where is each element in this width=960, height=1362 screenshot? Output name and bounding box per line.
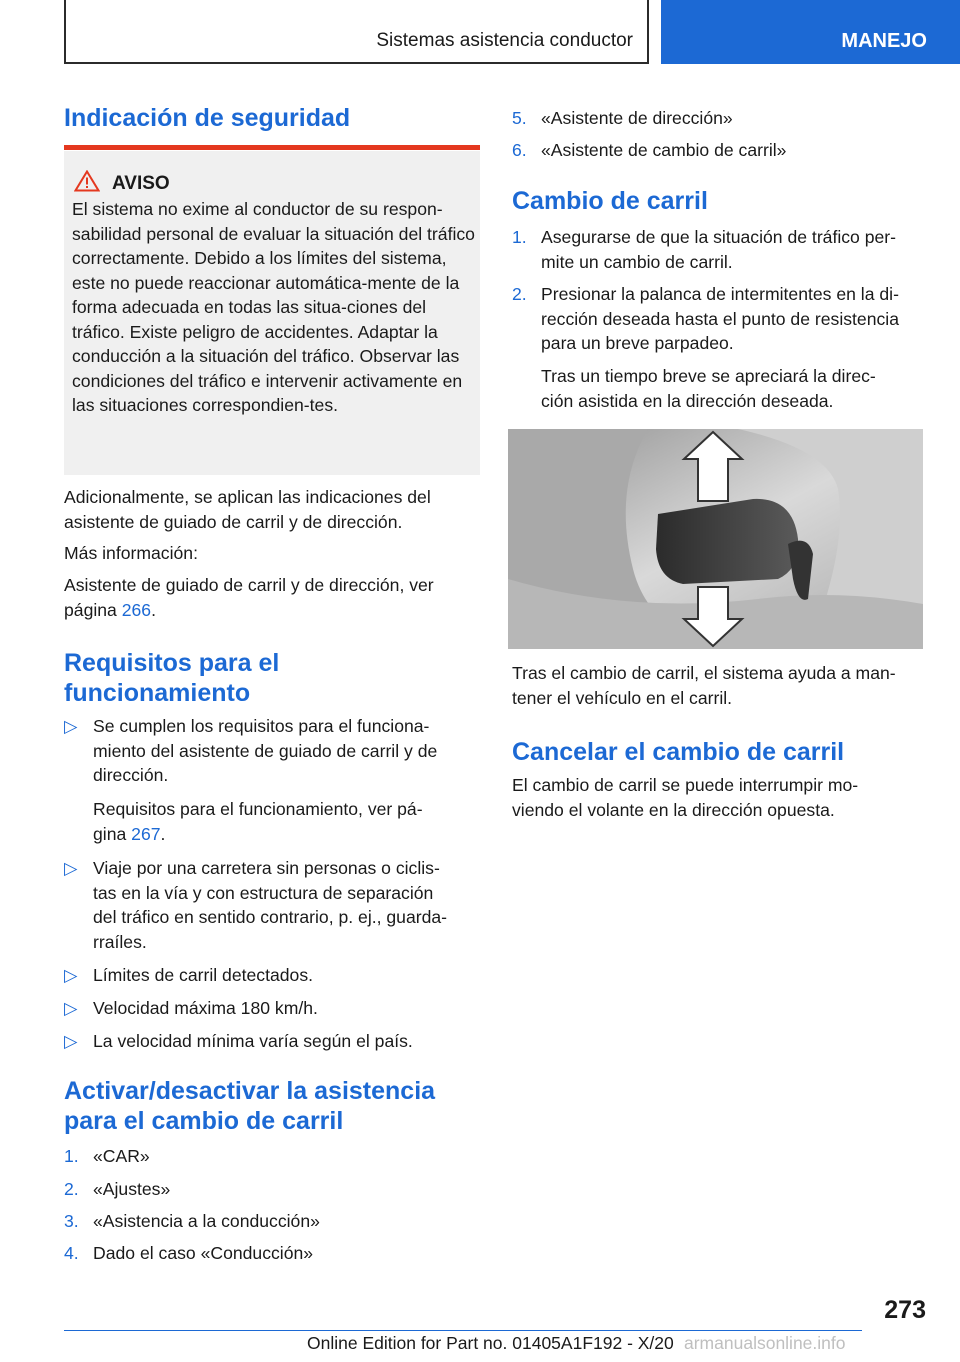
step-text: «Asistencia a la conducción» <box>93 1211 320 1231</box>
punctuation: . <box>160 823 166 844</box>
requirements-title <box>64 648 279 708</box>
paragraph <box>64 573 464 622</box>
warning-heading <box>88 173 170 195</box>
list-item-line: tas en la vía y con estructura de separación <box>93 882 434 903</box>
paragraph-line: viendo el volante en la dirección opuesta. <box>512 799 835 820</box>
turn-signal-lever-image <box>508 429 923 649</box>
list-item-text: La velocidad mínima varía según el país. <box>93 1031 413 1051</box>
triangle-bullet-icon: ▷ <box>64 998 78 1018</box>
step-note <box>541 364 926 413</box>
triangle-bullet-icon: ▷ <box>64 1031 78 1051</box>
list-item-line: Viaje por una carretera sin personas o ciclis- <box>93 858 440 878</box>
header-section-box <box>64 0 649 64</box>
list-sub-paragraph <box>93 797 473 846</box>
step-line: Asegurarse de que la situación de tráfico per- <box>541 227 897 247</box>
watermark: armanualsonline.info <box>684 1333 846 1353</box>
paragraph: Más información: <box>64 543 198 563</box>
page-link[interactable]: 266 <box>121 599 152 620</box>
step-line: mite un cambio de carril. <box>541 251 733 272</box>
paragraph <box>512 773 926 822</box>
step-number: 6. <box>512 140 527 160</box>
warning-box <box>64 151 480 475</box>
step-line: Presionar la palanca de intermitentes en la di- <box>541 284 899 304</box>
paragraph <box>512 661 926 710</box>
paragraph: Adicionalmente, se aplican las indicaciones del asistente de guiado de carril y de dirección. <box>64 487 431 532</box>
header-tab-label: MANEJO <box>841 30 927 52</box>
warning-label: AVISO <box>112 173 170 194</box>
step-text: Dado el caso «Conducción» <box>93 1243 314 1263</box>
step-number: 2. <box>64 1179 79 1199</box>
step-line: para un breve parpadeo. <box>541 333 734 353</box>
step-text: «Asistente de dirección» <box>541 108 733 128</box>
activate-title-line2: para el cambio de carril <box>64 1107 344 1135</box>
paragraph-text: Asistente de guiado de carril y de dirección, ver página <box>64 575 434 620</box>
step-number: 5. <box>512 108 527 128</box>
page-link[interactable]: 267 <box>131 823 161 844</box>
footer-edition: Online Edition for Part no. 01405A1F192 - X/20 <box>307 1333 674 1353</box>
section-rule <box>64 145 480 150</box>
safety-title: Indicación de seguridad <box>64 104 351 132</box>
header-tab[interactable] <box>661 0 960 64</box>
activate-title <box>64 1076 435 1136</box>
step-number: 2. <box>512 284 527 304</box>
warning-triangle-icon <box>74 170 100 192</box>
step-note-line: Tras un tiempo breve se apreciará la direc- <box>541 366 876 386</box>
list-item-line: Se cumplen los requisitos para el funciona- <box>93 716 430 736</box>
footer-rule <box>64 1330 862 1331</box>
cancel-title: Cancelar el cambio de carril <box>512 738 845 766</box>
step-number: 4. <box>64 1243 79 1263</box>
list-item-text: Velocidad máxima 180 km/h. <box>93 998 318 1018</box>
lane-change-title: Cambio de carril <box>512 187 708 215</box>
step-note-line: ción asistida en la dirección deseada. <box>541 390 834 411</box>
requirements-title-line2: funcionamiento <box>64 679 251 707</box>
triangle-bullet-icon: ▷ <box>64 858 78 878</box>
warning-text: El sistema no exime al conductor de su respon-sabilidad personal de evaluar la situación del tráfico correctamente. Debido a los límites del sistema, este no puede reaccionar automática-mente de la forma adecuada en todas las situa-ciones del tráfico. Existe peligro de accidentes. Adaptar la conducción a la situación del tráfico. Observar las condiciones del tráfico e intervenir activamente en las situaciones correspondien-tes. <box>72 199 475 415</box>
list-item-line: dirección. <box>93 765 169 785</box>
step-number: 3. <box>64 1211 79 1231</box>
triangle-bullet-icon: ▷ <box>64 965 78 985</box>
requirements-title-line1: Requisitos para el <box>64 649 280 677</box>
sub-text: Requisitos para el funcionamiento, ver pá- <box>93 799 423 819</box>
step-text: «Asistente de cambio de carril» <box>541 140 787 160</box>
list-item-line: miento del asistente de guiado de carril y de <box>93 740 438 761</box>
header-section-title: Sistemas asistencia conductor <box>376 30 633 51</box>
sub-text: gina <box>93 823 127 844</box>
paragraph-line: tener el vehículo en el carril. <box>512 687 733 708</box>
step-number: 1. <box>512 227 527 247</box>
list-item-line: rraíles. <box>93 931 147 952</box>
step-text: «Ajustes» <box>93 1179 171 1199</box>
page-number: 273 <box>884 1296 926 1324</box>
list-item-line: del tráfico en sentido contrario, p. ej., guarda- <box>93 907 448 927</box>
paragraph-line: Tras el cambio de carril, el sistema ayuda a man- <box>512 663 896 683</box>
activate-title-line1: Activar/desactivar la asistencia <box>64 1077 436 1105</box>
step-number: 1. <box>64 1146 79 1166</box>
step-text: «CAR» <box>93 1146 150 1166</box>
punctuation: . <box>151 599 156 620</box>
paragraph-line: El cambio de carril se puede interrumpir mo- <box>512 775 859 795</box>
list-item-text: Límites de carril detectados. <box>93 965 314 985</box>
triangle-bullet-icon: ▷ <box>64 716 78 736</box>
step-line: rección deseada hasta el punto de resistencia <box>541 308 899 329</box>
